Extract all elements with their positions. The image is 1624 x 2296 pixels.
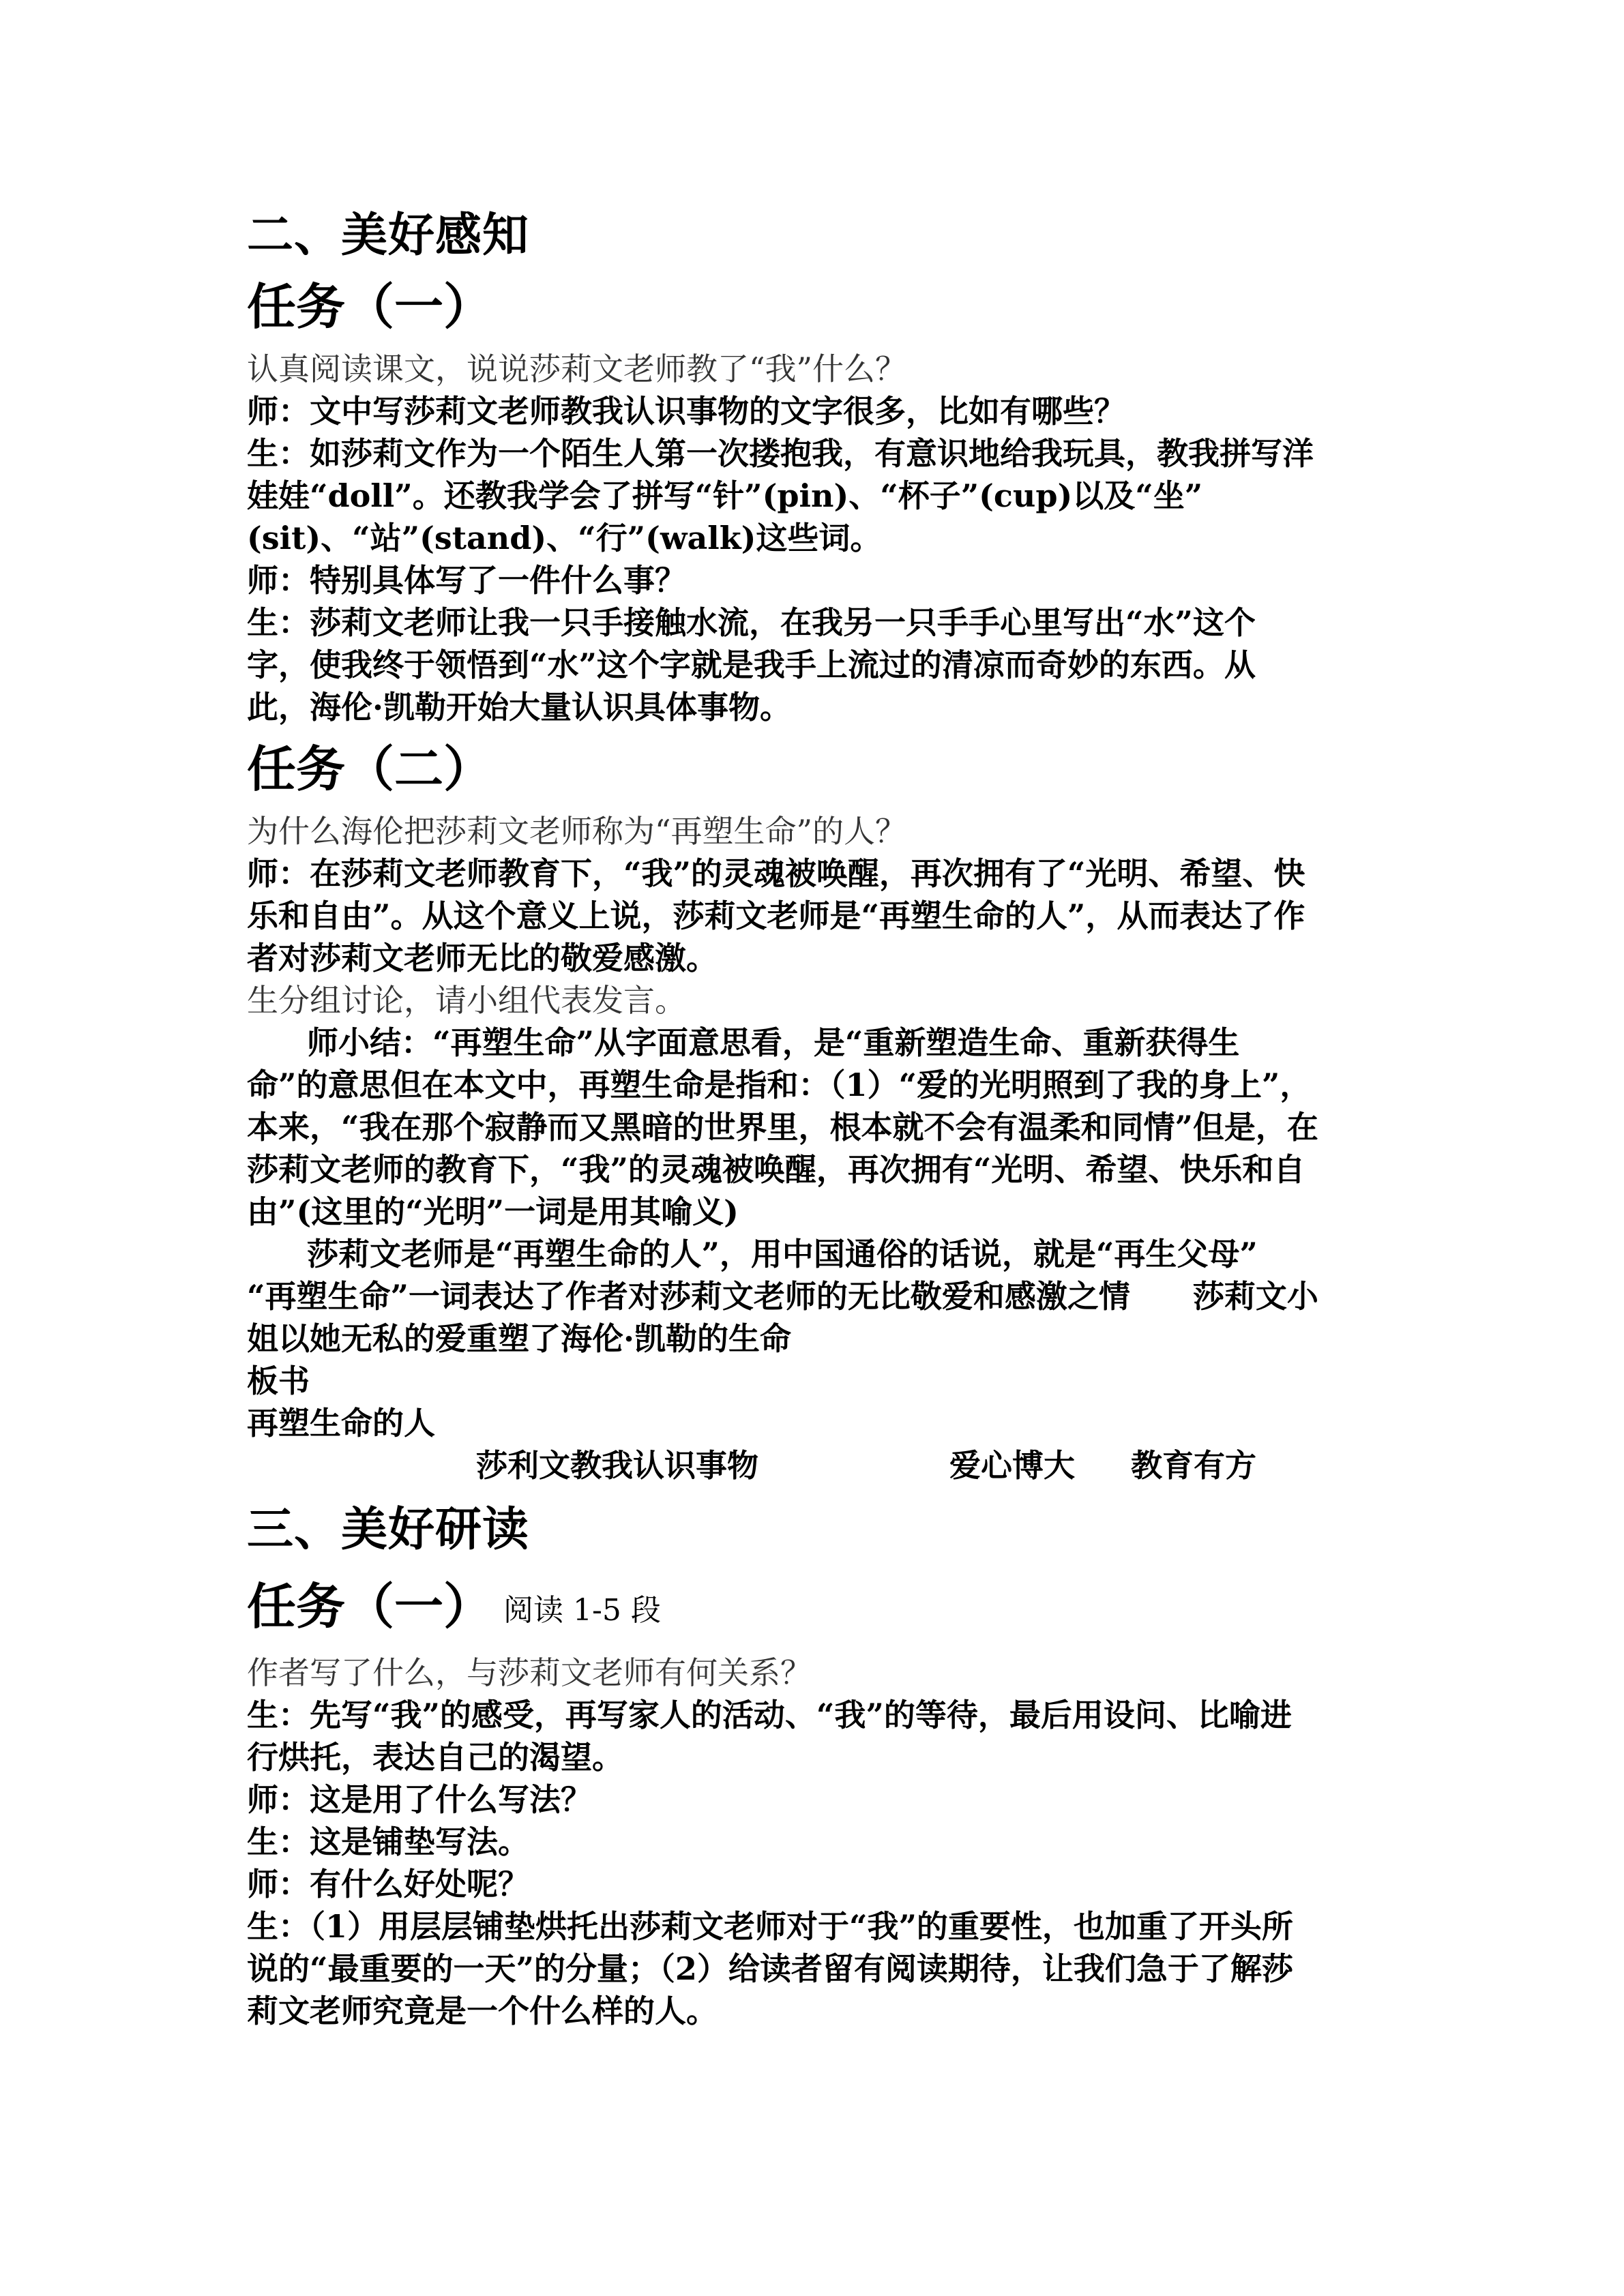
dialogue-line: 娃娃“doll”。还教我学会了拼写“针”(pin)、“杯子”(cup)以及“坐” [247, 477, 1203, 514]
task-question: 认真阅读课文，说说莎莉文老师教了“我”什么？ [247, 351, 907, 387]
dialogue-line: 师：有什么好处呢？ [247, 1866, 529, 1903]
section-heading: 三、美好研读 [247, 1502, 530, 1557]
summary-line: 姐以她无私的爱重塑了海伦·凯勒的生命 [247, 1320, 792, 1357]
summary-line: 本来，“我在那个寂静而又黑暗的世界里，根本就不会有温柔和同情”但是，在 [247, 1109, 1318, 1146]
task-note: 阅读 1-5 段 [503, 1593, 661, 1628]
dialogue-line: 生：这是铺垫写法。 [247, 1823, 529, 1860]
dialogue-line: 乐和自由”。从这个意义上说，莎莉文老师是“再塑生命的人”，从而表达了作 [247, 897, 1305, 934]
summary-line: 命”的意思但在本文中，再塑生命是指和：（1）“爱的光明照到了我的身上”， [247, 1067, 1312, 1103]
board-item: 爱心博大 [949, 1447, 1075, 1484]
dialogue-line: 行烘托，表达自己的渴望。 [247, 1739, 623, 1776]
dialogue-line: 师：特别具体写了一件什么事？ [247, 562, 686, 599]
summary-line: 莎莉文老师是“再塑生命的人”，用中国通俗的话说，就是“再生父母” [307, 1236, 1258, 1272]
task-heading [247, 1575, 1393, 1642]
task-question: 为什么海伦把莎莉文老师称为“再塑生命”的人？ [247, 813, 907, 850]
dialogue-line: 生：莎莉文老师让我一只手接触水流，在我另一只手手心里写出“水”这个 [247, 604, 1256, 641]
section-heading: 二、美好感知 [247, 208, 530, 263]
dialogue-line: 者对莎莉文老师无比的敬爱感激。 [247, 940, 718, 976]
dialogue-line: 生：先写“我”的感受，再写家人的活动、“我”的等待，最后用设问、比喻进 [247, 1697, 1292, 1733]
board-item: 教育有方 [1131, 1447, 1256, 1484]
dialogue-line: 生：（1）用层层铺垫烘托出莎莉文老师对于“我”的重要性，也加重了开头所 [247, 1908, 1293, 1945]
board-item: 莎利文教我认识事物 [476, 1447, 758, 1484]
dialogue-line: 师：这是用了什么写法？ [247, 1781, 592, 1818]
dialogue-line: 莉文老师究竟是一个什么样的人。 [247, 1993, 718, 2029]
document-page [247, 205, 1393, 2032]
summary-line: “再塑生命”一词表达了作者对莎莉文老师的无比敬爱和感激之情 莎莉文小 [247, 1278, 1318, 1315]
dialogue-line: 说的“最重要的一天”的分量；（2）给读者留有阅读期待，让我们急于了解莎 [247, 1950, 1293, 1987]
dialogue-line: 师：在莎莉文老师教育下，“我”的灵魂被唤醒，再次拥有了“光明、希望、快 [247, 855, 1305, 892]
summary-line: 由”(这里的“光明”一词是用其喻义) [247, 1193, 739, 1230]
dialogue-line: 师：文中写莎莉文老师教我认识事物的文字很多，比如有哪些？ [247, 393, 1125, 430]
discussion-line: 生分组讨论，请小组代表发言。 [247, 982, 686, 1019]
board-title: 再塑生命的人 [247, 1405, 435, 1442]
dialogue-line: (sit)、“站”(stand)、“行”(walk)这些词。 [247, 520, 882, 556]
board-items [247, 1444, 1393, 1489]
task-title: 任务（一） [247, 1577, 493, 1635]
summary-line: 莎莉文老师的教育下，“我”的灵魂被唤醒，再次拥有“光明、希望、快乐和自 [247, 1151, 1305, 1188]
dialogue-line: 生：如莎莉文作为一个陌生人第一次搂抱我，有意识地给我玩具，教我拼写洋 [247, 435, 1314, 472]
task-heading: 任务（二） [247, 740, 493, 798]
task-heading: 任务（一） [247, 278, 493, 336]
dialogue-line: 字，使我终于领悟到“水”这个字就是我手上流过的清凉而奇妙的东西。从 [247, 646, 1256, 683]
board-label: 板书 [247, 1362, 310, 1399]
task-question: 作者写了什么，与莎莉文老师有何关系？ [247, 1654, 812, 1691]
summary-line: 师小结：“再塑生命”从字面意思看，是“重新塑造生命、重新获得生 [307, 1024, 1240, 1061]
dialogue-line: 此，海伦·凯勒开始大量认识具体事物。 [247, 689, 792, 726]
